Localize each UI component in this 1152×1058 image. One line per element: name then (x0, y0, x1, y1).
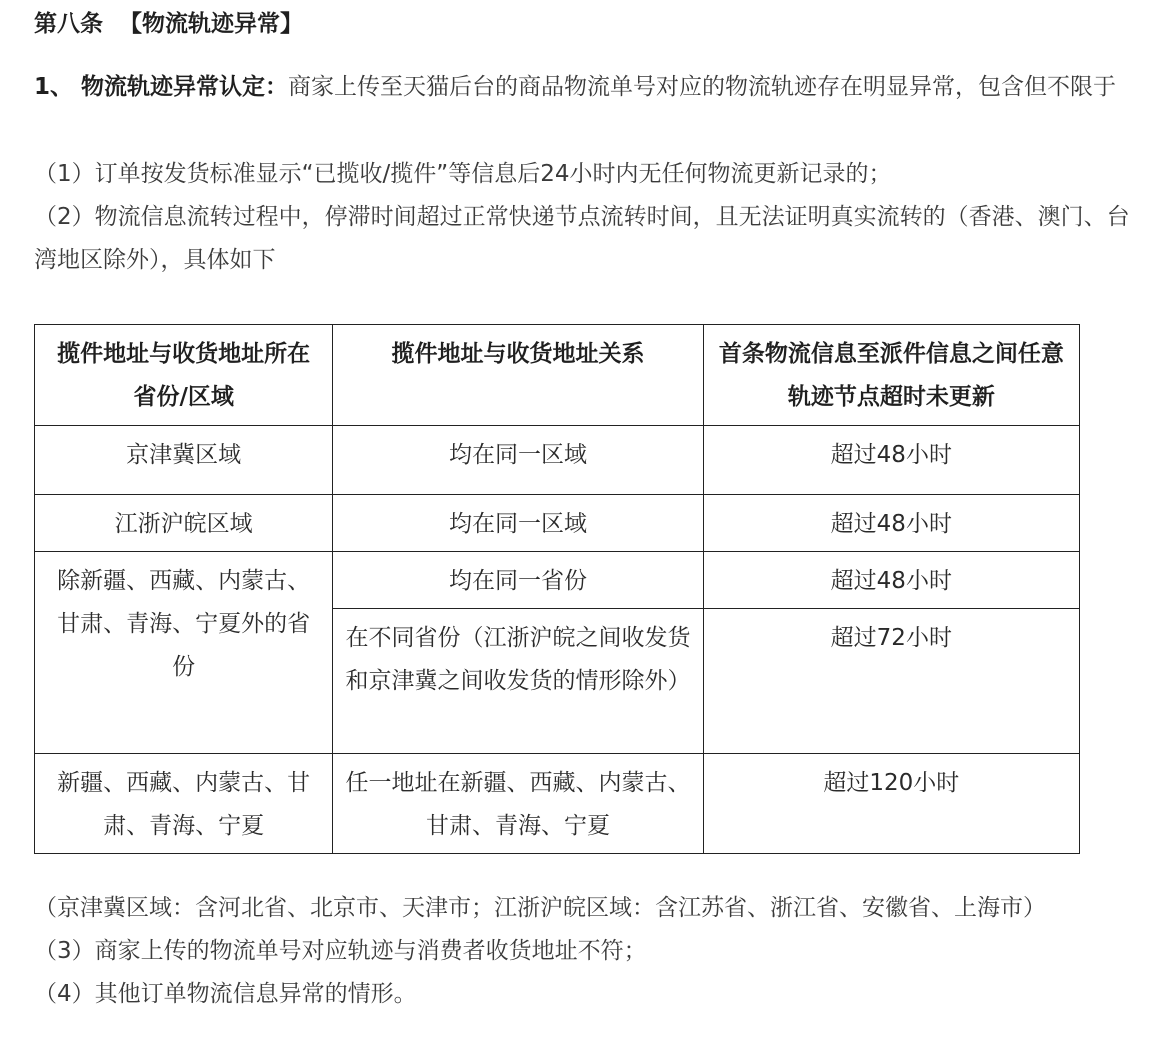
table-row (35, 495, 1080, 552)
article-title: 第八条 【物流轨迹异常】 (34, 11, 304, 37)
cell-timeout: 超过48小时 (703, 426, 1079, 495)
cell-region: 江浙沪皖区域 (35, 495, 333, 552)
cell-relation: 在不同省份（江浙沪皖之间收发货和京津冀之间收发货的情形除外） (333, 609, 703, 754)
table-row (35, 552, 1080, 609)
cell-relation: 均在同一省份 (333, 552, 703, 609)
timeout-rules-table (34, 324, 1080, 854)
clause-1-text: 商家上传至天猫后台的商品物流单号对应的物流轨迹存在明显异常，包含但不限于 (288, 74, 1117, 100)
cell-relation: 任一地址在新疆、西藏、内蒙古、甘肃、青海、宁夏 (333, 754, 703, 854)
cell-timeout: 超过120小时 (703, 754, 1079, 854)
cell-relation: 均在同一区域 (333, 426, 703, 495)
item-2: （2）物流信息流转过程中，停滞时间超过正常快递节点流转时间，且无法证明真实流转的（香港、澳门、台湾地区除外），具体如下 (34, 204, 1130, 273)
header-relation: 揽件地址与收货地址关系 (333, 325, 703, 426)
clause-1-lead: 1、 物流轨迹异常认定： (34, 74, 289, 100)
cell-region: 京津冀区域 (35, 426, 333, 495)
cell-timeout: 超过48小时 (703, 552, 1079, 609)
table-row (35, 426, 1080, 495)
clause-1 (34, 66, 1134, 109)
notes-section (34, 887, 1134, 1016)
cell-timeout: 超过72小时 (703, 609, 1079, 754)
cell-region: 除新疆、西藏、内蒙古、甘肃、青海、宁夏外的省份 (35, 552, 333, 754)
cell-region: 新疆、西藏、内蒙古、甘肃、青海、宁夏 (35, 754, 333, 854)
table-header-row (35, 325, 1080, 426)
cell-relation: 均在同一区域 (333, 495, 703, 552)
cell-timeout: 超过48小时 (703, 495, 1079, 552)
item-4: （4）其他订单物流信息异常的情形。 (34, 981, 417, 1007)
item-1: （1）订单按发货标准显示“已揽收/揽件”等信息后24小时内无任何物流更新记录的； (34, 161, 892, 187)
region-note: （京津冀区域：含河北省、北京市、天津市；江浙沪皖区域：含江苏省、浙江省、安徽省、上海市） (34, 895, 1046, 921)
item-3: （3）商家上传的物流单号对应轨迹与消费者收货地址不符； (34, 938, 647, 964)
table-row (35, 754, 1080, 854)
header-timeout: 首条物流信息至派件信息之间任意轨迹节点超时未更新 (703, 325, 1079, 426)
header-region: 揽件地址与收货地址所在省份/区域 (35, 325, 333, 426)
